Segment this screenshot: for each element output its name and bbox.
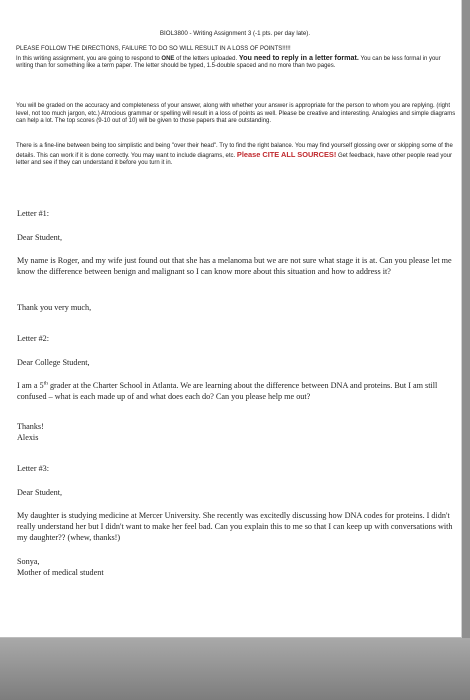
letter-3-body: My daughter is studying medicine at Mercer University. She recently was excitedly discussing how DNA codes for proteins. I didn't really understand her but I didn't want to make her feel bad. Can you explain this to me so that I can keep up with conversations with my daughter?? (whew, thanks!)	[17, 511, 453, 542]
letter-2-greeting: Dear College Student,	[17, 358, 90, 367]
letter-3-closing: Sonya,	[17, 557, 40, 566]
letter-1-body: My name is Roger, and my wife just found out that she has a melanoma but we are not sure what stage it is at. Can you please let me know the difference between benign and malignant so I can know more about this situation and how to address it?	[17, 256, 452, 276]
letter-2-body: I am a 5th grader at the Charter School in Atlanta. We are learning about the difference between DNA and proteins. But I am still confused – what is each made up of and what does each do? Can you please help me out?	[17, 380, 438, 401]
emphasis-one: ONE	[161, 55, 175, 62]
letter-1-heading: Letter #1:	[17, 209, 50, 218]
cite-sources-warning: Please CITE ALL SOURCES!	[236, 149, 337, 159]
instructions-paragraph-3: There is a fine-line between being too simplistic and being "over their head". Try to find the right balance. You may find yourself glossing over or skipping some of the details. This can work if it is done correctly. You may want to include diagrams, etc. Please CITE ALL SOURCES! Get feedback, have other people read your letter and see if they can understand it before you turn it in.	[16, 143, 453, 167]
instructions-paragraph-2: You will be graded on the accuracy and completeness of your answer, along with whether your answer is appropriate for the person to whom you are replying. (right level, not too much jargon, etc.) Atrocious grammar or spelling will result in a loss of points as well. Please be creative and interesting. Analogies and simple diagrams can help a lot. The top scores (9-10 out of 10) will be given to those papers that are outstanding.	[16, 103, 456, 125]
page-title: BIOL3800 - Writing Assignment 3 (-1 pts. per day late).	[159, 30, 311, 37]
instructions-block	[16, 46, 456, 71]
letter-3-greeting: Dear Student,	[17, 488, 63, 497]
emphasis-reply-format: You need to reply in a letter format.	[238, 52, 359, 62]
letter-2-closing: Thanks!	[17, 422, 44, 431]
letter-2-heading: Letter #2:	[17, 334, 50, 343]
letter-1-greeting: Dear Student,	[17, 233, 63, 242]
letter-3-heading: Letter #3:	[17, 464, 50, 473]
letter-3-signature: Mother of medical student	[17, 568, 104, 577]
letter-1-closing: Thank you very much,	[17, 303, 92, 312]
warning-text: PLEASE FOLLOW THE DIRECTIONS, FAILURE TO DO SO WILL RESULT IN A LOSS OF POINTS!!!!!	[16, 46, 291, 52]
viewer-background	[0, 638, 470, 700]
instructions-paragraph-1: In this writing assignment, you are going to respond to ONE of the letters uploaded. You need to reply in a letter format. You can be less formal in your writing than for something like a term paper. The letter should be typed, 1.5-double spaced and no more than two pages.	[16, 52, 441, 70]
letter-2-signature: Alexis	[17, 433, 39, 442]
